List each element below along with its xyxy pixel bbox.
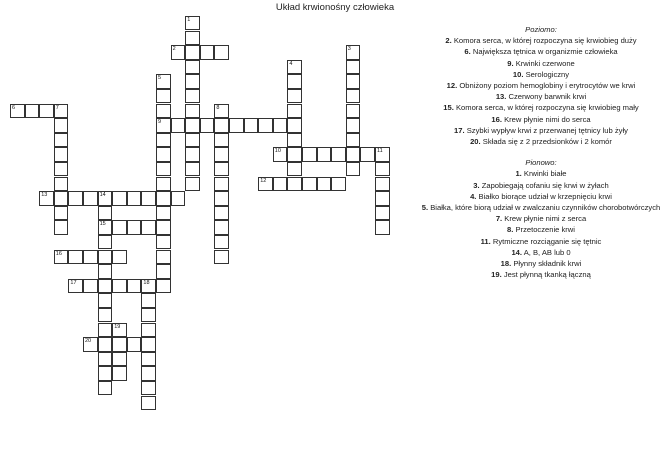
- clue-text: Przetoczenie krwi: [515, 225, 575, 235]
- grid-cell[interactable]: [317, 147, 332, 162]
- clue-text: Krew płynie nimi z serca: [504, 214, 587, 224]
- grid-cell[interactable]: [156, 235, 171, 250]
- clue-num: 3.: [473, 180, 480, 190]
- grid-cell[interactable]: [214, 220, 229, 235]
- grid-cell[interactable]: [185, 45, 200, 60]
- grid-cell[interactable]: [156, 104, 171, 119]
- grid-cell[interactable]: [141, 323, 156, 338]
- grid-cell[interactable]: [141, 381, 156, 396]
- grid-cell[interactable]: [185, 60, 200, 75]
- clue-number: 13: [41, 192, 48, 199]
- grid-cell[interactable]: [375, 191, 390, 206]
- grid-cell[interactable]: [83, 191, 98, 206]
- grid-cell[interactable]: [54, 191, 69, 206]
- across-clue: [418, 114, 664, 125]
- grid-cell[interactable]: [273, 147, 288, 162]
- grid-cell[interactable]: [273, 177, 288, 192]
- clue-text: Zapobiegają cofaniu się krwi w żyłach: [481, 180, 609, 190]
- clue-number: 7: [55, 104, 59, 111]
- grid-cell[interactable]: [156, 191, 171, 206]
- grid-cell[interactable]: [112, 191, 127, 206]
- grid-cell[interactable]: [346, 147, 361, 162]
- clue-text: Szybki wypływ krwi z przerwanej tętnicy lub żyły: [466, 125, 628, 135]
- grid-cell[interactable]: [98, 191, 113, 206]
- grid-cell[interactable]: [346, 133, 361, 148]
- grid-cell[interactable]: [141, 308, 156, 323]
- grid-cell[interactable]: [346, 104, 361, 119]
- grid-cell[interactable]: [112, 352, 127, 367]
- grid-cell[interactable]: [156, 250, 171, 265]
- grid-cell[interactable]: [156, 279, 171, 294]
- grid-cell[interactable]: [214, 235, 229, 250]
- grid-cell[interactable]: [375, 162, 390, 177]
- clue-num: 12.: [446, 81, 458, 91]
- clues-panel: [418, 24, 664, 280]
- across-clue: [418, 46, 664, 57]
- grid-cell[interactable]: [54, 177, 69, 192]
- grid-cell[interactable]: [156, 133, 171, 148]
- grid-cell[interactable]: [375, 177, 390, 192]
- grid-cell[interactable]: [156, 177, 171, 192]
- grid-cell[interactable]: [112, 366, 127, 381]
- clue-text: Obniżony poziom hemoglobiny i erytrocytów we krwi: [459, 81, 636, 91]
- grid-cell[interactable]: [156, 220, 171, 235]
- across-clue: [418, 136, 664, 147]
- grid-cell[interactable]: [287, 177, 302, 192]
- clue-number: 2: [172, 46, 176, 53]
- grid-cell[interactable]: [98, 366, 113, 381]
- grid-cell[interactable]: [156, 118, 171, 133]
- down-clue: [418, 202, 664, 213]
- clue-num: 14.: [511, 247, 522, 257]
- clue-number: 20: [85, 338, 92, 345]
- down-clue: [418, 168, 664, 179]
- across-clue: [418, 35, 664, 46]
- grid-cell[interactable]: [287, 147, 302, 162]
- grid-cell[interactable]: [214, 206, 229, 221]
- clue-num: 16.: [491, 114, 502, 124]
- grid-cell[interactable]: [54, 118, 69, 133]
- grid-cell[interactable]: [156, 74, 171, 89]
- grid-cell[interactable]: [54, 162, 69, 177]
- grid-cell[interactable]: [287, 118, 302, 133]
- grid-cell[interactable]: [156, 89, 171, 104]
- grid-cell[interactable]: [287, 89, 302, 104]
- grid-cell[interactable]: [156, 264, 171, 279]
- puzzle-title: Układ krwionośny człowieka: [275, 2, 395, 13]
- grid-cell[interactable]: [258, 118, 273, 133]
- clue-num: 6.: [464, 47, 471, 57]
- grid-cell[interactable]: [214, 162, 229, 177]
- grid-cell[interactable]: [375, 147, 390, 162]
- clue-text: Krwinki czerwone: [515, 58, 575, 68]
- clue-number: 4: [289, 60, 293, 67]
- grid-cell[interactable]: [98, 279, 113, 294]
- down-clue: [418, 213, 664, 224]
- grid-cell[interactable]: [54, 206, 69, 221]
- grid-cell[interactable]: [287, 104, 302, 119]
- across-clue: [418, 58, 664, 69]
- grid-cell[interactable]: [141, 337, 156, 352]
- grid-cell[interactable]: [54, 104, 69, 119]
- grid-cell[interactable]: [98, 264, 113, 279]
- clue-number: 16: [55, 250, 62, 257]
- clue-num: 19.: [491, 270, 502, 280]
- clue-text: Białko biorące udział w krzepnięciu krwi: [478, 191, 612, 201]
- grid-cell[interactable]: [39, 191, 54, 206]
- clue-num: 9.: [507, 58, 514, 68]
- clue-number: 19: [114, 323, 121, 330]
- clue-number: 14: [99, 192, 106, 199]
- grid-cell[interactable]: [244, 118, 259, 133]
- clue-text: A, B, AB lub 0: [523, 247, 571, 257]
- clue-num: 4.: [470, 191, 477, 201]
- grid-cell[interactable]: [214, 147, 229, 162]
- clue-number: 9: [158, 119, 162, 126]
- across-clue: [418, 91, 664, 102]
- grid-cell[interactable]: [54, 220, 69, 235]
- grid-cell[interactable]: [127, 191, 142, 206]
- clue-number: 6: [12, 104, 16, 111]
- grid-cell[interactable]: [346, 118, 361, 133]
- clue-text: Składa się z 2 przedsionków i 2 komór: [482, 137, 612, 147]
- grid-cell[interactable]: [54, 133, 69, 148]
- clue-num: 17.: [454, 125, 465, 135]
- grid-cell[interactable]: [171, 45, 186, 60]
- grid-cell[interactable]: [287, 74, 302, 89]
- across-clue: [418, 102, 664, 113]
- down-clue: [418, 247, 664, 258]
- grid-cell[interactable]: [214, 104, 229, 119]
- grid-cell[interactable]: [214, 118, 229, 133]
- grid-cell[interactable]: [214, 191, 229, 206]
- grid-cell[interactable]: [98, 293, 113, 308]
- grid-cell[interactable]: [141, 352, 156, 367]
- clue-number: 5: [158, 75, 162, 82]
- clue-number: 3: [347, 46, 351, 53]
- grid-cell[interactable]: [68, 250, 83, 265]
- grid-cell[interactable]: [346, 60, 361, 75]
- grid-cell[interactable]: [141, 396, 156, 411]
- clue-num: 15.: [443, 103, 454, 113]
- down-clue: [418, 191, 664, 202]
- grid-cell[interactable]: [141, 293, 156, 308]
- grid-cell[interactable]: [317, 177, 332, 192]
- grid-cell[interactable]: [156, 162, 171, 177]
- grid-cell[interactable]: [214, 133, 229, 148]
- clue-num: 20.: [470, 137, 481, 147]
- clue-text: Komora serca, w której rozpoczyna się krwiobieg mały: [455, 103, 639, 113]
- grid-cell[interactable]: [68, 191, 83, 206]
- grid-cell[interactable]: [54, 250, 69, 265]
- grid-cell[interactable]: [141, 191, 156, 206]
- clue-num: 10.: [512, 69, 524, 79]
- grid-cell[interactable]: [331, 177, 346, 192]
- grid-cell[interactable]: [156, 147, 171, 162]
- clue-num: 1.: [515, 169, 522, 179]
- grid-cell[interactable]: [10, 104, 25, 119]
- grid-cell[interactable]: [185, 89, 200, 104]
- grid-cell[interactable]: [200, 45, 215, 60]
- grid-cell[interactable]: [346, 162, 361, 177]
- clue-text: Komora serca, w której rozpoczyna się krwiobieg duży: [453, 36, 637, 46]
- clue-text: Jest płynną tkanką łączną: [503, 270, 591, 280]
- clue-num: 5.: [421, 203, 429, 213]
- grid-cell[interactable]: [200, 118, 215, 133]
- grid-cell[interactable]: [141, 366, 156, 381]
- clue-number: 10: [274, 148, 281, 155]
- grid-cell[interactable]: [127, 220, 142, 235]
- clue-num: 11.: [480, 236, 491, 246]
- grid-cell[interactable]: [112, 279, 127, 294]
- down-clue: [418, 258, 664, 269]
- grid-cell[interactable]: [302, 177, 317, 192]
- grid-cell[interactable]: [185, 118, 200, 133]
- clue-num: 7.: [495, 214, 503, 224]
- grid-cell[interactable]: [185, 16, 200, 31]
- grid-cell[interactable]: [141, 279, 156, 294]
- grid-cell[interactable]: [98, 206, 113, 221]
- clue-number: 11: [377, 148, 383, 155]
- across-clue: [418, 69, 664, 80]
- grid-cell[interactable]: [185, 104, 200, 119]
- grid-cell[interactable]: [127, 279, 142, 294]
- down-clue: [418, 236, 664, 247]
- clue-number: 12: [260, 177, 267, 184]
- grid-cell[interactable]: [302, 147, 317, 162]
- down-heading: Pionowo:: [525, 158, 557, 168]
- clue-number: 1: [187, 16, 191, 23]
- grid-cell[interactable]: [229, 118, 244, 133]
- grid-cell[interactable]: [258, 177, 273, 192]
- clue-text: Białka, które biorą udział w zwalczaniu czynników chorobotwórczych: [430, 203, 661, 213]
- down-clue: [418, 224, 664, 235]
- grid-cell[interactable]: [185, 31, 200, 46]
- down-clue: [418, 180, 664, 191]
- across-clue-list: [418, 35, 664, 147]
- clue-text: Płynny składnik krwi: [513, 259, 582, 269]
- down-clue-list: [418, 168, 664, 280]
- grid-cell[interactable]: [141, 220, 156, 235]
- grid-cell[interactable]: [273, 118, 288, 133]
- grid-cell[interactable]: [214, 177, 229, 192]
- clue-num: 8.: [507, 225, 514, 235]
- grid-cell[interactable]: [83, 250, 98, 265]
- grid-cell[interactable]: [287, 133, 302, 148]
- across-clue: [418, 80, 664, 91]
- grid-cell[interactable]: [287, 60, 302, 75]
- grid-cell[interactable]: [127, 337, 142, 352]
- grid-cell[interactable]: [112, 220, 127, 235]
- grid-cell[interactable]: [331, 147, 346, 162]
- clue-text: Rytmiczne rozciąganie się tętnic: [492, 236, 602, 246]
- grid-cell[interactable]: [156, 206, 171, 221]
- grid-cell[interactable]: [98, 235, 113, 250]
- grid-cell[interactable]: [54, 147, 69, 162]
- down-clue: [418, 269, 664, 280]
- grid-cell[interactable]: [83, 337, 98, 352]
- grid-cell[interactable]: [68, 279, 83, 294]
- grid-cell[interactable]: [98, 323, 113, 338]
- clue-num: 2.: [445, 36, 452, 46]
- clue-text: Serologiczny: [525, 69, 570, 79]
- grid-cell[interactable]: [98, 250, 113, 265]
- grid-cell[interactable]: [98, 381, 113, 396]
- grid-cell[interactable]: [375, 206, 390, 221]
- grid-cell[interactable]: [25, 104, 40, 119]
- grid-cell[interactable]: [375, 220, 390, 235]
- grid-cell[interactable]: [346, 74, 361, 89]
- clue-text: Największa tętnica w organizmie człowieka: [472, 47, 618, 57]
- clue-number: 18: [143, 279, 150, 286]
- grid-cell[interactable]: [214, 250, 229, 265]
- clue-number: 15: [99, 221, 106, 228]
- clue-number: 17: [70, 279, 77, 286]
- grid-cell[interactable]: [185, 177, 200, 192]
- grid-cell[interactable]: [171, 191, 186, 206]
- clue-text: Krew płynie nimi do serca: [504, 114, 591, 124]
- grid-cell[interactable]: [346, 45, 361, 60]
- grid-cell[interactable]: [83, 279, 98, 294]
- grid-cell[interactable]: [185, 74, 200, 89]
- across-clue: [418, 125, 664, 136]
- grid-cell[interactable]: [98, 308, 113, 323]
- grid-cell[interactable]: [98, 220, 113, 235]
- grid-cell[interactable]: [287, 162, 302, 177]
- grid-cell[interactable]: [98, 337, 113, 352]
- grid-cell[interactable]: [39, 104, 54, 119]
- grid-cell[interactable]: [360, 147, 375, 162]
- grid-cell[interactable]: [185, 147, 200, 162]
- clue-text: Krwinki białe: [523, 169, 567, 179]
- across-heading: Poziomo:: [525, 25, 557, 34]
- grid-cell[interactable]: [185, 162, 200, 177]
- grid-cell[interactable]: [185, 133, 200, 148]
- clue-num: 18.: [500, 259, 512, 269]
- grid-cell[interactable]: [214, 45, 229, 60]
- clue-num: 13.: [495, 92, 507, 102]
- grid-cell[interactable]: [98, 352, 113, 367]
- grid-cell[interactable]: [112, 323, 127, 338]
- grid-cell[interactable]: [171, 118, 186, 133]
- grid-cell[interactable]: [346, 89, 361, 104]
- grid-cell[interactable]: [112, 250, 127, 265]
- grid-cell[interactable]: [112, 337, 127, 352]
- clue-number: 8: [216, 104, 220, 111]
- clue-text: Czerwony barwnik krwi: [508, 92, 587, 102]
